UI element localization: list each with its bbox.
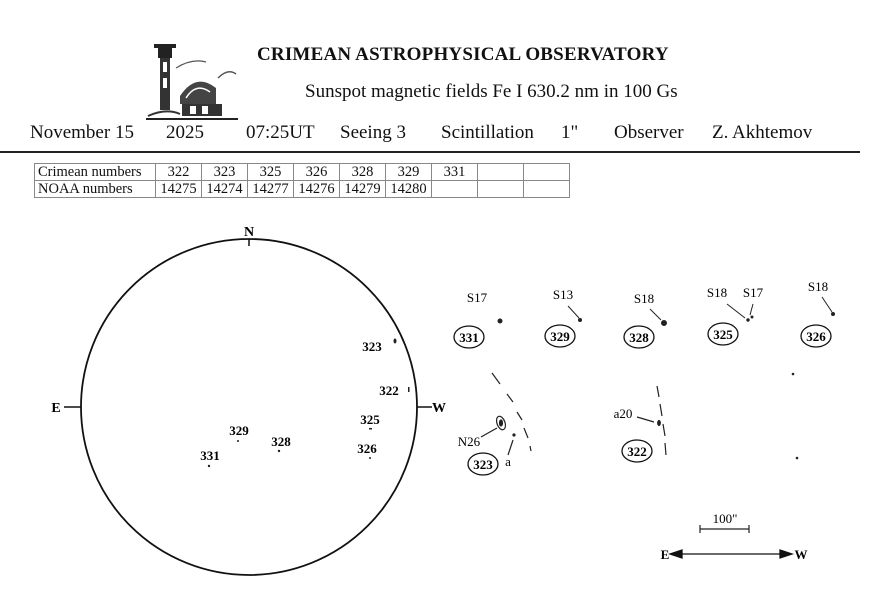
detail-region-326: 326 xyxy=(806,329,826,344)
neutral-line xyxy=(507,394,513,402)
disk-region-322: 322 xyxy=(379,383,399,398)
table-cell: 326 xyxy=(294,164,340,181)
arrow-right-icon xyxy=(780,550,792,558)
spot-mark xyxy=(792,373,794,375)
table-cell: 14276 xyxy=(294,181,340,198)
spot-mark xyxy=(208,465,210,467)
spot-mark xyxy=(751,316,753,318)
neutral-line xyxy=(517,412,522,420)
table-cell: 14275 xyxy=(156,181,202,198)
annotation-a20: a20 xyxy=(613,406,633,421)
pointer-line xyxy=(508,440,513,455)
scale-label: 100" xyxy=(712,511,738,526)
pointer-line xyxy=(481,428,497,437)
pointer-line xyxy=(637,417,654,422)
neutral-line xyxy=(530,446,531,451)
lat-label: S18 xyxy=(633,291,655,306)
table-cell: 328 xyxy=(340,164,386,181)
spot-mark xyxy=(747,319,749,321)
arrow-west-label: W xyxy=(794,547,808,562)
disk-region-331: 331 xyxy=(200,448,220,463)
detail-region-323: 323 xyxy=(473,457,493,472)
spot-mark xyxy=(237,440,239,442)
spot-mark xyxy=(278,450,280,452)
scintillation-label: Scintillation xyxy=(441,122,534,143)
spot-mark xyxy=(500,420,503,426)
annotation-n26: N26 xyxy=(457,434,481,449)
neutral-line xyxy=(657,386,659,397)
page-subtitle: Sunspot magnetic fields Fe I 630.2 nm in 100 Gs xyxy=(305,81,678,102)
observer-label: Observer xyxy=(614,122,684,143)
arrow-east-label: E xyxy=(660,547,670,562)
disk-region-326: 326 xyxy=(357,441,377,456)
spot-mark xyxy=(369,457,371,459)
page-title: CRIMEAN ASTROPHYSICAL OBSERVATORY xyxy=(257,44,669,65)
table-cell: 14280 xyxy=(386,181,432,198)
spot-mark xyxy=(662,321,667,326)
disk-region-323: 323 xyxy=(362,339,382,354)
spot-mark xyxy=(658,421,661,426)
disk-region-329: 329 xyxy=(229,423,249,438)
table-cell: 14277 xyxy=(248,181,294,198)
west-label: W xyxy=(432,401,446,416)
observation-time: 07:25UT xyxy=(246,122,315,143)
north-label: N xyxy=(243,225,255,240)
east-label: E xyxy=(51,401,61,416)
arrow-left-icon xyxy=(670,550,682,558)
spot-mark xyxy=(579,319,582,322)
lat-label: S13 xyxy=(552,287,574,302)
detail-region-331: 331 xyxy=(459,330,479,345)
pointer-line xyxy=(727,304,745,318)
spot-mark xyxy=(408,387,410,392)
table-cell: 322 xyxy=(156,164,202,181)
lat-label: S18 xyxy=(807,279,829,294)
scintillation-value: 1" xyxy=(561,122,579,143)
lat-label: S17 xyxy=(466,290,488,305)
detail-region-322: 322 xyxy=(627,444,647,459)
neutral-line xyxy=(492,373,500,384)
table-cell: 331 xyxy=(432,164,478,181)
pointer-line xyxy=(568,306,579,318)
observer-name: Z. Akhtemov xyxy=(712,122,813,143)
spot-mark xyxy=(394,339,397,344)
spot-mark xyxy=(498,319,502,323)
lat-label: S18 xyxy=(706,285,728,300)
observation-year: 2025 xyxy=(166,122,204,143)
detail-region-328: 328 xyxy=(629,330,649,345)
table-cell: 14279 xyxy=(340,181,386,198)
pointer-line xyxy=(650,309,661,320)
solar-disk xyxy=(81,239,417,575)
neutral-line xyxy=(660,404,662,416)
seeing-value: Seeing 3 xyxy=(340,122,406,143)
crimean-numbers-label: Crimean numbers xyxy=(35,164,156,181)
neutral-line xyxy=(524,428,528,438)
disk-region-325: 325 xyxy=(360,412,380,427)
disk-region-328: 328 xyxy=(271,434,291,449)
table-cell: 325 xyxy=(248,164,294,181)
lat-label: S17 xyxy=(742,285,764,300)
neutral-line xyxy=(663,424,665,436)
pointer-line xyxy=(822,297,832,312)
table-cell: 323 xyxy=(202,164,248,181)
noaa-numbers-label: NOAA numbers xyxy=(35,181,156,198)
annotation-a: a xyxy=(505,454,511,469)
detail-region-325: 325 xyxy=(713,327,733,342)
pointer-line xyxy=(750,304,753,315)
detail-region-329: 329 xyxy=(550,329,570,344)
observation-date: November 15 xyxy=(30,122,134,143)
neutral-line xyxy=(665,443,666,455)
table-cell: 329 xyxy=(386,164,432,181)
table-cell: 14274 xyxy=(202,181,248,198)
spot-mark xyxy=(369,428,372,430)
spot-mark xyxy=(796,457,798,459)
spot-mark xyxy=(513,434,515,436)
spot-mark xyxy=(832,313,835,316)
